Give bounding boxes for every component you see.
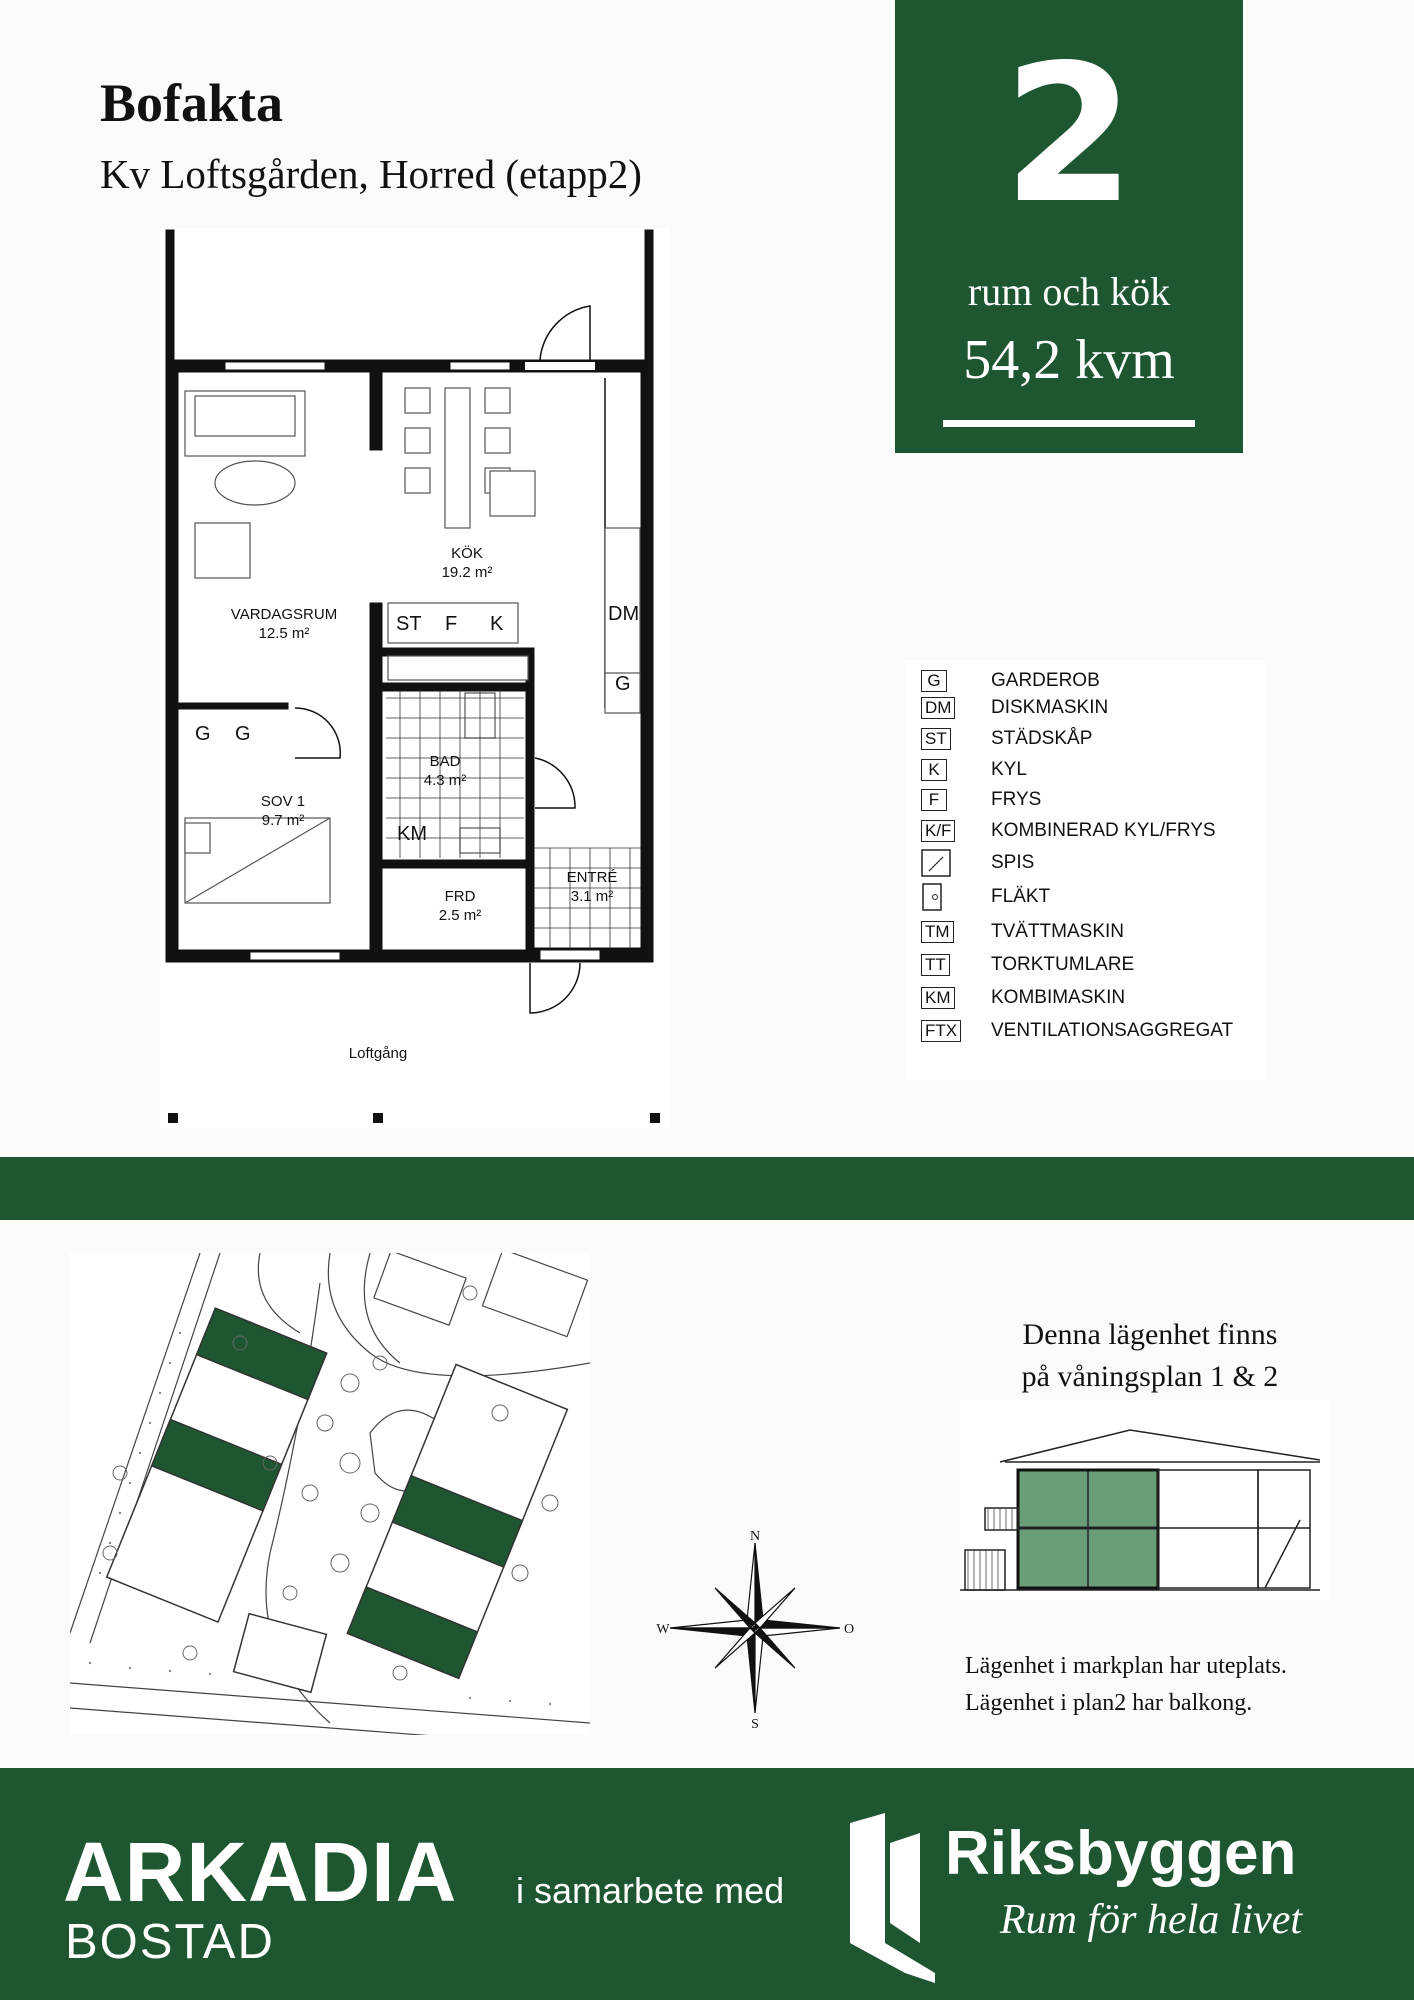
legend-label: SPIS: [991, 852, 1035, 873]
room-area: 54,2 kvm: [963, 329, 1175, 391]
legend-label: KYL: [991, 759, 1027, 780]
legend-item: [921, 919, 1125, 945]
compass-west: W: [656, 1622, 670, 1637]
legend-code: G: [921, 670, 947, 692]
legend-item: [921, 726, 1093, 752]
legend-item: [921, 952, 1135, 978]
legend-code: TM: [921, 921, 954, 943]
legend-label: KOMBIMASKIN: [991, 987, 1126, 1008]
room-name: BAD: [429, 753, 461, 770]
floorplan: [160, 228, 670, 1128]
legend-code: K/F: [921, 820, 955, 842]
room-name: VARDAGSRUM: [230, 606, 338, 623]
legend-item: [921, 818, 1216, 844]
legend-code: F: [921, 789, 947, 811]
legend-item: [921, 787, 1042, 813]
room-area: 9.7 m²: [261, 812, 305, 829]
floor-info-line: på våningsplan 1 & 2: [1021, 1360, 1279, 1393]
compass-east: O: [843, 1622, 855, 1637]
legend-item: [921, 1018, 1234, 1044]
room-area: 19.2 m²: [441, 564, 493, 581]
legend: [905, 660, 1265, 1080]
corridor-label: Loftgång: [348, 1045, 408, 1062]
room-name: SOV 1: [260, 793, 306, 810]
room-name: ENTRÉ: [566, 869, 618, 886]
stove-icon: [921, 849, 951, 877]
legend-item: [921, 757, 1027, 783]
fixture-label: G: [235, 723, 251, 745]
riksbyggen-logo-icon: [845, 1813, 940, 1983]
page-title: Bofakta: [100, 73, 284, 133]
fixture-label: ST: [396, 613, 422, 635]
outdoor-note-line: Lägenhet i plan2 har balkong.: [965, 1690, 1253, 1716]
legend-label: VENTILATIONSAGGREGAT: [991, 1020, 1234, 1041]
legend-code: KM: [921, 987, 955, 1009]
fixture-label: K: [490, 613, 504, 635]
compass-south: S: [751, 1717, 759, 1728]
legend-item: [921, 695, 1109, 721]
site-plan: [70, 1253, 590, 1735]
legend-code: DM: [921, 697, 955, 719]
fan-icon: [921, 883, 945, 911]
legend-code: K: [921, 759, 947, 781]
riksbyggen-logo-text: Riksbyggen: [945, 1819, 1297, 1888]
room-description: rum och kök: [967, 269, 1171, 314]
outdoor-note-line: Lägenhet i markplan har uteplats.: [965, 1653, 1287, 1679]
divider-band: [0, 1157, 1414, 1220]
legend-item: [921, 985, 1126, 1011]
room-area: 4.3 m²: [423, 772, 467, 789]
floor-info-line: Denna lägenhet finns: [1022, 1318, 1278, 1351]
fixture-label: F: [445, 613, 458, 635]
fixture-label: KM: [397, 823, 427, 845]
legend-label: FRYS: [991, 789, 1042, 810]
arkadia-logo-subtext: BOSTAD: [65, 1915, 275, 1969]
legend-label: KOMBINERAD KYL/FRYS: [991, 820, 1216, 841]
legend-item: [921, 884, 1051, 910]
legend-code: ST: [921, 728, 951, 750]
legend-label: TVÄTTMASKIN: [991, 921, 1125, 942]
room-name: FRD: [444, 888, 476, 905]
compass-icon: [655, 1528, 855, 1728]
room-summary-box: [895, 0, 1243, 453]
fixture-label: G: [195, 723, 211, 745]
collaboration-text: i samarbete med: [516, 1870, 785, 1911]
legend-item: [921, 850, 1035, 876]
legend-label: DISKMASKIN: [991, 697, 1109, 718]
legend-code: FTX: [921, 1020, 961, 1042]
compass-north: N: [749, 1529, 761, 1544]
legend-label: STÄDSKÅP: [991, 728, 1093, 749]
floor-info: [1000, 1314, 1300, 1398]
legend-item: [921, 668, 1100, 694]
building-elevation: [960, 1400, 1330, 1600]
fixture-label: DM: [608, 603, 640, 625]
legend-label: GARDEROB: [991, 670, 1100, 691]
legend-label: TORKTUMLARE: [991, 954, 1135, 975]
room-area: 3.1 m²: [570, 888, 614, 905]
fixture-label: G: [615, 673, 631, 695]
room-count: 2: [1002, 24, 1136, 245]
footer: [0, 1768, 1414, 2000]
room-name: KÖK: [451, 545, 483, 562]
arkadia-logo-text: ARKADIA: [63, 1825, 458, 1919]
outdoor-note: [965, 1648, 1287, 1722]
riksbyggen-tagline: Rum för hela livet: [1000, 1897, 1303, 1943]
room-area: 2.5 m²: [438, 907, 482, 924]
divider: [943, 420, 1195, 427]
legend-code: TT: [921, 954, 950, 976]
page-subtitle: Kv Loftsgården, Horred (etapp2): [100, 151, 642, 197]
room-area: 12.5 m²: [258, 625, 310, 642]
legend-label: FLÄKT: [991, 886, 1051, 907]
